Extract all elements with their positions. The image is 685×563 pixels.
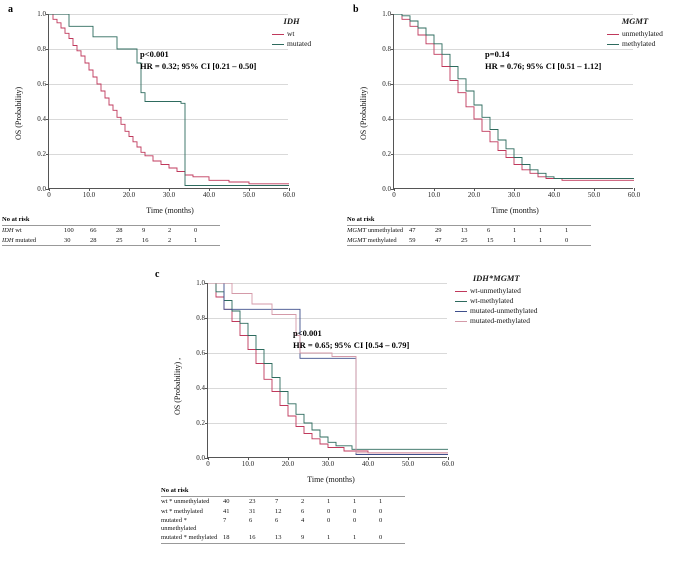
risk-value: 6 <box>301 507 305 515</box>
panel-c-legend <box>455 273 537 326</box>
y-tick-label: 0.6 <box>196 349 205 357</box>
panel-b-hr: HR = 0.76; 95% CI [0.51 – 1.12] <box>485 61 602 71</box>
panel-b-letter: b <box>353 4 359 15</box>
risk-value: 0 <box>379 507 383 515</box>
legend-swatch-icon <box>455 311 467 312</box>
km-curve <box>208 283 448 453</box>
risk-value: 1 <box>513 227 517 234</box>
risk-row-label: wt * methylated <box>161 507 203 515</box>
x-tick-label: 20.0 <box>467 191 481 199</box>
risk-value: 0 <box>353 507 357 515</box>
x-tick-label: 50.0 <box>587 191 601 199</box>
km-curve <box>208 283 448 453</box>
legend-swatch-icon <box>455 291 467 292</box>
legend-swatch-icon <box>607 34 619 35</box>
risk-value: 1 <box>539 227 543 234</box>
risk-row-label: mutated * methylated <box>161 534 218 541</box>
risk-value: 23 <box>249 498 256 505</box>
y-tick-label: 0.0 <box>37 185 46 193</box>
risk-value: 1 <box>327 498 331 505</box>
risk-value: 31 <box>249 507 256 515</box>
risk-value: 100 <box>64 227 74 234</box>
legend-item[interactable] <box>455 306 537 316</box>
x-tick-label: 40.0 <box>547 191 561 199</box>
panel-a-legend <box>272 16 311 49</box>
panel-a <box>0 0 340 265</box>
legend-item-label: mutated <box>287 39 312 48</box>
legend-item-label: wt-methylated <box>470 296 514 305</box>
panel-c-curves <box>208 283 448 458</box>
y-tick-label: 0.2 <box>196 419 205 427</box>
x-tick-label: 50.0 <box>401 460 415 468</box>
legend-item[interactable] <box>455 296 537 306</box>
panel-c-legend-title: IDH*MGMT <box>472 273 520 283</box>
risk-value: 59 <box>409 236 416 244</box>
table-row <box>161 507 405 517</box>
risk-value: 0 <box>327 517 331 524</box>
panel-a-hr: HR = 0.32; 95% CI [0.21 – 0.50] <box>140 61 257 71</box>
panel-c-stats <box>293 327 409 351</box>
legend-swatch-icon <box>455 301 467 302</box>
table-row <box>2 226 220 236</box>
x-tick-label: 60.0 <box>441 460 455 468</box>
panel-a-y-axis-label: OS (Probability) <box>14 86 23 140</box>
risk-value: 0 <box>565 236 569 244</box>
legend-item-label: unmethylated <box>622 29 663 38</box>
risk-value: 6 <box>275 517 279 524</box>
risk-value: 2 <box>301 498 305 505</box>
y-tick-label: 0.4 <box>382 115 391 123</box>
panel-a-risk-table <box>2 216 220 246</box>
risk-value: 30 <box>64 236 71 244</box>
x-tick-label: 30.0 <box>507 191 521 199</box>
km-curve <box>49 14 289 186</box>
y-tick-label: 1.0 <box>196 279 205 287</box>
legend-item-label: mutated-methylated <box>470 316 530 325</box>
risk-table-title: No at risk <box>161 487 189 494</box>
km-curve <box>49 14 289 184</box>
risk-value: 25 <box>461 236 468 244</box>
risk-value: 9 <box>142 227 146 234</box>
x-tick-label: 30.0 <box>321 460 335 468</box>
y-tick-label: 0.8 <box>37 45 46 53</box>
panel-c <box>155 265 615 563</box>
risk-value: 15 <box>487 236 494 244</box>
risk-value: 1 <box>194 236 198 244</box>
table-row <box>161 516 405 533</box>
panel-a-pvalue: p<0.001 <box>140 49 169 59</box>
panel-a-stats <box>140 48 256 72</box>
x-tick-label: 60.0 <box>282 191 296 199</box>
legend-swatch-icon <box>272 44 284 45</box>
panel-c-plot <box>196 279 455 468</box>
panel-c-risk-table <box>161 487 405 544</box>
y-tick-label: 0.0 <box>382 185 391 193</box>
risk-value: 1 <box>565 227 569 234</box>
x-tick-label: 0 <box>206 460 210 468</box>
risk-value: 47 <box>435 236 442 244</box>
risk-value: 2 <box>168 227 172 234</box>
x-tick-label: 40.0 <box>202 191 216 199</box>
risk-value: 0 <box>194 227 198 234</box>
risk-value: 0 <box>379 517 383 524</box>
legend-item-label: methylated <box>622 39 656 48</box>
legend-item-label: wt <box>287 29 295 38</box>
panel-b-x-axis-label: Time (months) <box>491 206 539 215</box>
risk-value: 1 <box>539 236 543 244</box>
risk-value: 1 <box>353 534 357 541</box>
panel-b-stats <box>485 48 601 72</box>
risk-value: 28 <box>116 227 123 234</box>
y-tick-label: 1.0 <box>382 10 391 18</box>
risk-value: 9 <box>301 534 305 541</box>
risk-value: 66 <box>90 227 97 234</box>
y-tick-label: 0.6 <box>37 80 46 88</box>
legend-item-label: wt-unmethylated <box>470 286 521 295</box>
risk-value: 0 <box>327 507 331 515</box>
panel-c-letter: c <box>155 269 160 280</box>
panel-b-legend <box>607 16 663 49</box>
risk-value: 40 <box>223 498 230 505</box>
risk-value: 1 <box>327 534 331 541</box>
x-tick-label: 10.0 <box>427 191 441 199</box>
legend-swatch-icon <box>272 34 284 35</box>
table-row <box>161 533 405 543</box>
risk-value: 6 <box>249 517 253 524</box>
risk-value: 25 <box>116 236 123 244</box>
risk-value: 16 <box>249 534 256 541</box>
x-tick-label: 60.0 <box>627 191 641 199</box>
x-tick-label: 20.0 <box>281 460 295 468</box>
risk-value: 1 <box>353 498 357 505</box>
km-curve <box>394 14 634 179</box>
risk-value: 12 <box>275 507 282 515</box>
risk-value: 16 <box>142 236 149 244</box>
risk-value: 41 <box>223 507 230 515</box>
risk-value: 2 <box>168 236 172 244</box>
panel-b-pvalue: p=0.14 <box>485 49 510 59</box>
table-row <box>347 226 591 236</box>
y-tick-label: 0.6 <box>382 80 391 88</box>
legend-item-label: mutated-unmethylated <box>470 306 538 315</box>
risk-value: 13 <box>461 227 468 234</box>
panel-b-risk-table <box>347 216 591 246</box>
risk-row-label: MGMT unmethylated <box>347 227 404 234</box>
km-curve <box>208 283 448 449</box>
panel-c-x-axis-label: Time (months) <box>307 475 355 484</box>
km-curve <box>208 283 448 455</box>
legend-item[interactable] <box>607 39 663 49</box>
legend-item[interactable] <box>272 39 311 49</box>
table-row <box>2 236 220 246</box>
risk-value: 28 <box>90 236 97 244</box>
y-tick-label: 0.2 <box>37 150 46 158</box>
risk-row-label: wt * unmethylated <box>161 498 210 505</box>
risk-row-label: IDH wt <box>2 227 22 234</box>
risk-table-title: No at risk <box>2 216 30 223</box>
risk-value: 1 <box>513 236 517 244</box>
y-tick-label: 0.4 <box>196 384 205 392</box>
panel-a-legend-title: IDH <box>283 16 300 26</box>
y-tick-label: 1.0 <box>37 10 46 18</box>
x-tick-label: 50.0 <box>242 191 256 199</box>
table-row <box>347 236 591 246</box>
panel-b-y-axis-label: OS (Probability) <box>359 86 368 140</box>
risk-table-title: No at risk <box>347 216 375 223</box>
risk-row-label: MGMT methylated <box>347 236 397 244</box>
panel-c-y-axis-label: OS (Probability) , <box>173 357 182 415</box>
panel-b <box>345 0 685 265</box>
panel-a-curves <box>49 14 289 189</box>
risk-value: 0 <box>353 517 357 524</box>
y-tick-label: 0.8 <box>196 314 205 322</box>
risk-value: 4 <box>301 517 305 524</box>
y-tick-label: 0.8 <box>382 45 391 53</box>
risk-value: 13 <box>275 534 282 541</box>
risk-row-label: IDH mutated <box>2 236 37 244</box>
risk-row-label: mutated * unmethylated <box>161 517 197 532</box>
risk-value: 29 <box>435 227 442 234</box>
panel-b-curves <box>394 14 634 189</box>
legend-swatch-icon <box>455 321 467 322</box>
risk-value: 18 <box>223 534 230 541</box>
panel-a-letter: a <box>8 4 13 15</box>
table-row <box>161 497 405 507</box>
y-tick-label: 0.2 <box>382 150 391 158</box>
x-tick-label: 20.0 <box>122 191 136 199</box>
panel-b-legend-title: MGMT <box>621 16 649 26</box>
x-tick-label: 10.0 <box>241 460 255 468</box>
risk-value: 1 <box>379 498 383 505</box>
legend-item[interactable] <box>607 29 663 39</box>
y-tick-label: 0.4 <box>37 115 46 123</box>
risk-value: 7 <box>223 517 227 524</box>
legend-item[interactable] <box>272 29 311 39</box>
legend-swatch-icon <box>607 44 619 45</box>
x-tick-label: 0 <box>47 191 51 199</box>
panel-a-x-axis-label: Time (months) <box>146 206 194 215</box>
risk-value: 7 <box>275 498 279 505</box>
x-tick-label: 10.0 <box>82 191 96 199</box>
x-tick-label: 0 <box>392 191 396 199</box>
risk-value: 0 <box>379 534 383 541</box>
legend-item[interactable] <box>455 316 537 326</box>
risk-value: 47 <box>409 227 416 234</box>
panel-c-hr: HR = 0.65; 95% CI [0.54 – 0.79] <box>293 340 410 350</box>
legend-item[interactable] <box>455 286 537 296</box>
risk-value: 6 <box>487 227 491 234</box>
x-tick-label: 30.0 <box>162 191 176 199</box>
y-tick-label: 0.0 <box>196 454 205 462</box>
panel-c-pvalue: p<0.001 <box>293 328 322 338</box>
x-tick-label: 40.0 <box>361 460 375 468</box>
